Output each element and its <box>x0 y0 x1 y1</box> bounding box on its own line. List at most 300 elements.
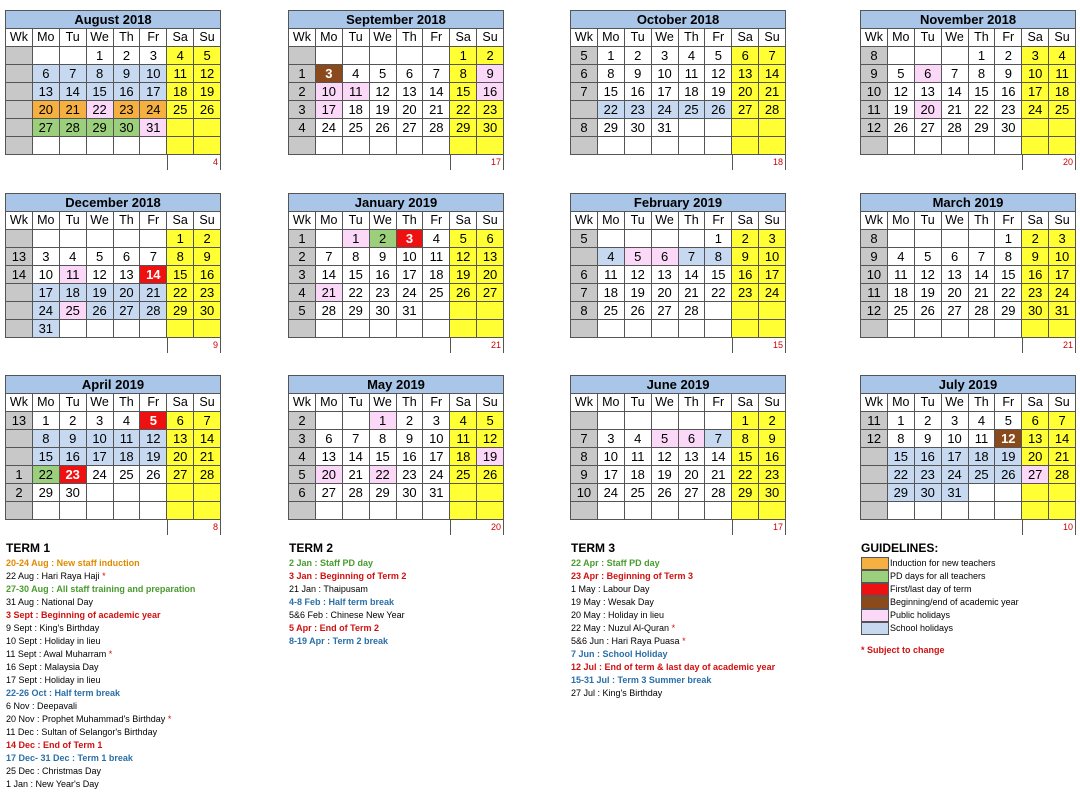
day-cell: 21 <box>194 448 221 466</box>
month-footer <box>5 520 221 535</box>
week-number: 1 <box>6 466 33 484</box>
day-cell <box>140 502 167 520</box>
day-cell: 31 <box>941 484 968 502</box>
weekday-header: Sa <box>732 394 759 412</box>
day-cell: 10 <box>1049 248 1076 266</box>
day-cell <box>1022 484 1049 502</box>
day-cell <box>914 137 941 155</box>
day-cell <box>759 502 786 520</box>
day-cell <box>113 230 140 248</box>
day-cell <box>477 320 504 338</box>
day-cell: 26 <box>140 466 167 484</box>
day-cell <box>732 119 759 137</box>
event-text: 20 May : Holiday in lieu <box>571 610 665 620</box>
term-event <box>6 739 195 752</box>
week-row <box>571 284 786 302</box>
week-number: 9 <box>571 466 598 484</box>
school-day-count: 20 <box>1062 157 1073 167</box>
week-number <box>861 466 888 484</box>
weekday-header: Mo <box>32 394 59 412</box>
weekday-header: Mo <box>597 212 624 230</box>
week-number <box>6 430 33 448</box>
weekday-header: Mo <box>887 394 914 412</box>
weekday-header: Th <box>678 212 705 230</box>
day-cell: 5 <box>705 47 732 65</box>
legend-swatch <box>861 596 889 609</box>
day-cell <box>887 137 914 155</box>
day-cell: 27 <box>32 119 59 137</box>
day-cell <box>968 320 995 338</box>
day-cell: 11 <box>167 65 194 83</box>
day-cell: 9 <box>396 430 423 448</box>
day-cell: 22 <box>167 284 194 302</box>
day-cell: 27 <box>651 302 678 320</box>
day-cell: 10 <box>597 448 624 466</box>
week-number <box>6 448 33 466</box>
day-cell: 20 <box>1022 448 1049 466</box>
day-cell <box>369 137 396 155</box>
weekday-header: Su <box>477 394 504 412</box>
day-cell <box>167 502 194 520</box>
month-table <box>570 211 786 338</box>
week-number <box>571 101 598 119</box>
event-text: 31 Aug : National Day <box>6 597 94 607</box>
day-cell <box>32 230 59 248</box>
day-cell <box>1022 119 1049 137</box>
day-cell: 26 <box>995 466 1022 484</box>
day-cell <box>342 502 369 520</box>
event-text: 15-31 Jul : Term 3 Summer break <box>571 675 712 685</box>
day-cell <box>315 412 342 430</box>
weekday-header: Su <box>1049 29 1076 47</box>
day-cell: 16 <box>914 448 941 466</box>
day-cell <box>59 320 86 338</box>
term-event <box>6 687 195 700</box>
day-cell: 6 <box>477 230 504 248</box>
day-cell: 13 <box>941 266 968 284</box>
day-cell: 21 <box>342 466 369 484</box>
day-cell: 17 <box>1049 266 1076 284</box>
day-cell: 2 <box>194 230 221 248</box>
day-cell <box>140 137 167 155</box>
event-text: 3 Jan : Beginning of Term 2 <box>289 571 407 581</box>
legend-swatch <box>861 570 889 583</box>
week-row <box>289 320 504 338</box>
week-row <box>571 119 786 137</box>
day-cell: 17 <box>140 83 167 101</box>
day-cell <box>167 484 194 502</box>
week-row <box>861 466 1076 484</box>
legend-swatch <box>861 557 889 570</box>
school-day-count: 8 <box>212 522 218 532</box>
month-table <box>570 393 786 520</box>
day-cell: 19 <box>995 448 1022 466</box>
day-cell <box>914 502 941 520</box>
day-cell: 2 <box>732 230 759 248</box>
week-number <box>6 302 33 320</box>
day-cell: 11 <box>968 430 995 448</box>
day-cell: 2 <box>759 412 786 430</box>
event-text: 3 Sept : Beginning of academic year <box>6 610 161 620</box>
week-number: 6 <box>571 65 598 83</box>
day-cell: 5 <box>995 412 1022 430</box>
day-cell <box>914 47 941 65</box>
day-cell <box>1049 320 1076 338</box>
month-title: December 2018 <box>5 193 221 211</box>
day-cell: 4 <box>678 47 705 65</box>
day-cell: 15 <box>732 448 759 466</box>
week-number: 8 <box>571 119 598 137</box>
day-cell: 11 <box>423 248 450 266</box>
school-day-count: 18 <box>772 157 783 167</box>
day-cell: 20 <box>732 83 759 101</box>
weekday-header: Sa <box>450 29 477 47</box>
day-cell: 25 <box>597 302 624 320</box>
day-cell: 2 <box>59 412 86 430</box>
day-cell <box>759 302 786 320</box>
weekday-header: Su <box>194 29 221 47</box>
weekday-header: Sa <box>732 29 759 47</box>
day-cell: 23 <box>732 284 759 302</box>
day-cell: 7 <box>59 65 86 83</box>
weekday-header: Wk <box>571 29 598 47</box>
weekday-header: Th <box>396 29 423 47</box>
week-number <box>289 137 316 155</box>
term-title: TERM 2 <box>289 541 334 555</box>
day-cell <box>396 320 423 338</box>
term-event <box>571 622 775 635</box>
day-cell: 6 <box>167 412 194 430</box>
day-cell <box>597 502 624 520</box>
week-row <box>6 284 221 302</box>
week-row <box>861 101 1076 119</box>
month-calendar <box>860 10 1076 170</box>
day-cell: 26 <box>914 302 941 320</box>
day-cell: 21 <box>705 466 732 484</box>
day-cell <box>315 230 342 248</box>
day-cell: 27 <box>113 302 140 320</box>
day-cell <box>369 47 396 65</box>
day-cell: 3 <box>759 230 786 248</box>
month-title: February 2019 <box>570 193 786 211</box>
week-row <box>289 65 504 83</box>
day-cell: 19 <box>194 83 221 101</box>
day-cell: 11 <box>113 430 140 448</box>
legend-swatch <box>861 583 889 596</box>
day-cell: 1 <box>887 412 914 430</box>
week-number <box>6 83 33 101</box>
day-cell: 19 <box>140 448 167 466</box>
week-number <box>571 502 598 520</box>
day-cell: 20 <box>941 284 968 302</box>
week-number <box>289 320 316 338</box>
day-cell: 24 <box>1022 101 1049 119</box>
day-cell <box>678 502 705 520</box>
day-cell <box>678 137 705 155</box>
day-cell: 17 <box>423 448 450 466</box>
day-cell: 9 <box>369 248 396 266</box>
day-cell <box>342 412 369 430</box>
day-cell: 14 <box>678 266 705 284</box>
day-cell: 7 <box>194 412 221 430</box>
day-cell: 7 <box>342 430 369 448</box>
day-cell: 8 <box>995 248 1022 266</box>
day-cell: 20 <box>914 101 941 119</box>
week-number <box>289 502 316 520</box>
day-cell <box>705 502 732 520</box>
day-cell: 22 <box>450 101 477 119</box>
day-cell: 14 <box>1049 430 1076 448</box>
day-cell: 8 <box>705 248 732 266</box>
month-calendar <box>5 375 221 535</box>
week-row <box>861 448 1076 466</box>
day-cell: 18 <box>624 466 651 484</box>
day-cell: 6 <box>32 65 59 83</box>
weekday-header: We <box>86 29 113 47</box>
event-text: 22 Aug : Hari Raya Haji <box>6 571 100 581</box>
day-cell: 15 <box>369 448 396 466</box>
day-cell: 27 <box>1022 466 1049 484</box>
week-number: 5 <box>571 230 598 248</box>
month-title: January 2019 <box>288 193 504 211</box>
day-cell: 18 <box>59 284 86 302</box>
week-row <box>6 101 221 119</box>
weekday-header: Tu <box>624 212 651 230</box>
day-cell <box>167 119 194 137</box>
day-cell <box>705 320 732 338</box>
day-cell: 24 <box>396 284 423 302</box>
week-number <box>6 230 33 248</box>
event-text: 14 Dec : End of Term 1 <box>6 740 103 750</box>
weekday-header: Tu <box>59 212 86 230</box>
day-cell: 16 <box>1022 266 1049 284</box>
day-cell: 5 <box>914 248 941 266</box>
day-cell: 14 <box>315 266 342 284</box>
day-cell: 31 <box>651 119 678 137</box>
day-cell: 29 <box>995 302 1022 320</box>
day-cell: 8 <box>450 65 477 83</box>
day-cell: 16 <box>759 448 786 466</box>
day-cell: 28 <box>194 466 221 484</box>
legend-item <box>861 596 1019 609</box>
day-cell <box>86 137 113 155</box>
subject-to-change-star: * <box>108 649 113 659</box>
day-cell <box>678 230 705 248</box>
school-day-count: 4 <box>212 157 218 167</box>
day-cell: 23 <box>1022 284 1049 302</box>
week-number: 2 <box>289 83 316 101</box>
day-cell: 29 <box>167 302 194 320</box>
day-cell <box>59 230 86 248</box>
day-cell: 28 <box>140 302 167 320</box>
day-cell: 16 <box>624 83 651 101</box>
week-number <box>571 137 598 155</box>
day-cell <box>624 502 651 520</box>
week-row <box>6 430 221 448</box>
day-cell: 13 <box>651 266 678 284</box>
day-cell: 25 <box>59 302 86 320</box>
day-cell: 31 <box>32 320 59 338</box>
week-number: 3 <box>289 101 316 119</box>
day-cell: 13 <box>32 83 59 101</box>
term-event <box>289 596 406 609</box>
day-cell: 13 <box>167 430 194 448</box>
day-cell: 18 <box>423 266 450 284</box>
term-event <box>571 674 775 687</box>
day-cell: 21 <box>315 284 342 302</box>
day-cell: 23 <box>477 101 504 119</box>
weekday-header: Fr <box>705 394 732 412</box>
day-cell: 29 <box>887 484 914 502</box>
subject-to-change-star: * <box>682 636 686 646</box>
weekday-header: Fr <box>995 212 1022 230</box>
week-number: 12 <box>861 119 888 137</box>
day-cell: 28 <box>423 119 450 137</box>
day-cell: 23 <box>369 284 396 302</box>
day-cell: 18 <box>113 448 140 466</box>
month-calendar <box>5 193 221 353</box>
day-cell: 29 <box>597 119 624 137</box>
weekday-header: Fr <box>140 212 167 230</box>
week-row <box>6 266 221 284</box>
day-cell: 28 <box>1049 466 1076 484</box>
day-cell: 7 <box>705 430 732 448</box>
day-cell: 16 <box>396 448 423 466</box>
event-text: 22 May : Nuzul Al-Quran <box>571 623 670 633</box>
weekday-header: Th <box>396 394 423 412</box>
day-cell <box>140 230 167 248</box>
day-cell: 3 <box>86 412 113 430</box>
day-cell: 30 <box>59 484 86 502</box>
week-number: 11 <box>861 284 888 302</box>
day-cell: 1 <box>968 47 995 65</box>
month-table <box>860 211 1076 338</box>
day-cell: 14 <box>423 83 450 101</box>
week-row <box>289 47 504 65</box>
term-event <box>571 635 775 648</box>
month-calendar <box>570 193 786 353</box>
weekday-header: Th <box>113 212 140 230</box>
weekday-header: We <box>651 212 678 230</box>
week-number <box>861 137 888 155</box>
legend-label: Induction for new teachers <box>890 558 996 568</box>
day-cell <box>113 137 140 155</box>
day-cell <box>477 302 504 320</box>
month-table <box>570 28 786 155</box>
day-cell: 13 <box>477 248 504 266</box>
day-cell: 24 <box>597 484 624 502</box>
day-cell: 23 <box>624 101 651 119</box>
day-cell: 28 <box>941 119 968 137</box>
event-text: 2 Jan : Staff PD day <box>289 558 374 568</box>
day-cell <box>423 47 450 65</box>
day-cell: 21 <box>759 83 786 101</box>
week-number <box>6 502 33 520</box>
day-cell: 18 <box>1049 83 1076 101</box>
day-cell: 16 <box>194 266 221 284</box>
day-cell: 14 <box>140 266 167 284</box>
day-cell: 15 <box>32 448 59 466</box>
event-text: 8-19 Apr : Term 2 break <box>289 636 389 646</box>
day-cell <box>194 119 221 137</box>
day-cell <box>597 230 624 248</box>
subject-to-change-star: * <box>167 714 172 724</box>
day-cell: 4 <box>968 412 995 430</box>
month-footer <box>5 155 221 170</box>
day-cell <box>450 484 477 502</box>
weekday-header: Mo <box>32 29 59 47</box>
weekday-header: We <box>369 394 396 412</box>
day-cell: 9 <box>113 65 140 83</box>
day-cell: 22 <box>705 284 732 302</box>
legend-item <box>861 622 1019 635</box>
day-cell: 30 <box>396 484 423 502</box>
day-cell: 27 <box>167 466 194 484</box>
day-cell: 22 <box>887 466 914 484</box>
month-calendar <box>860 193 1076 353</box>
weekday-header: Th <box>678 29 705 47</box>
day-cell: 26 <box>651 484 678 502</box>
week-row <box>861 83 1076 101</box>
week-row <box>6 466 221 484</box>
day-cell: 22 <box>32 466 59 484</box>
weekday-header: Sa <box>167 29 194 47</box>
day-cell <box>968 137 995 155</box>
week-row <box>6 502 221 520</box>
day-cell: 15 <box>167 266 194 284</box>
week-row <box>289 302 504 320</box>
week-row <box>571 484 786 502</box>
day-cell: 20 <box>477 266 504 284</box>
week-row <box>289 119 504 137</box>
term-event <box>571 557 775 570</box>
school-day-count: 21 <box>1062 340 1073 350</box>
term-title: TERM 3 <box>571 541 616 555</box>
week-number <box>6 47 33 65</box>
subject-to-change-star: * <box>671 623 676 633</box>
weekday-header: Mo <box>887 212 914 230</box>
day-cell: 25 <box>423 284 450 302</box>
weekday-header: Wk <box>571 212 598 230</box>
day-cell <box>450 137 477 155</box>
day-cell <box>396 47 423 65</box>
day-cell: 8 <box>167 248 194 266</box>
event-text: 16 Sept : Malaysia Day <box>6 662 99 672</box>
day-cell <box>941 137 968 155</box>
month-footer <box>5 338 221 353</box>
day-cell: 1 <box>342 230 369 248</box>
weekday-header: Sa <box>450 394 477 412</box>
weekday-header: We <box>941 212 968 230</box>
legend-swatch <box>861 622 889 635</box>
day-cell: 3 <box>597 430 624 448</box>
day-cell: 23 <box>396 466 423 484</box>
day-cell <box>968 230 995 248</box>
day-cell: 28 <box>315 302 342 320</box>
term-event <box>6 674 195 687</box>
event-text: 21 Jan : Thaipusam <box>289 584 368 594</box>
week-number: 4 <box>289 284 316 302</box>
legend-label: PD days for all teachers <box>890 571 986 581</box>
day-cell <box>86 502 113 520</box>
week-row <box>6 484 221 502</box>
day-cell: 10 <box>423 430 450 448</box>
week-row <box>6 302 221 320</box>
week-number: 5 <box>571 47 598 65</box>
week-row <box>861 248 1076 266</box>
day-cell: 22 <box>86 101 113 119</box>
day-cell: 19 <box>624 284 651 302</box>
